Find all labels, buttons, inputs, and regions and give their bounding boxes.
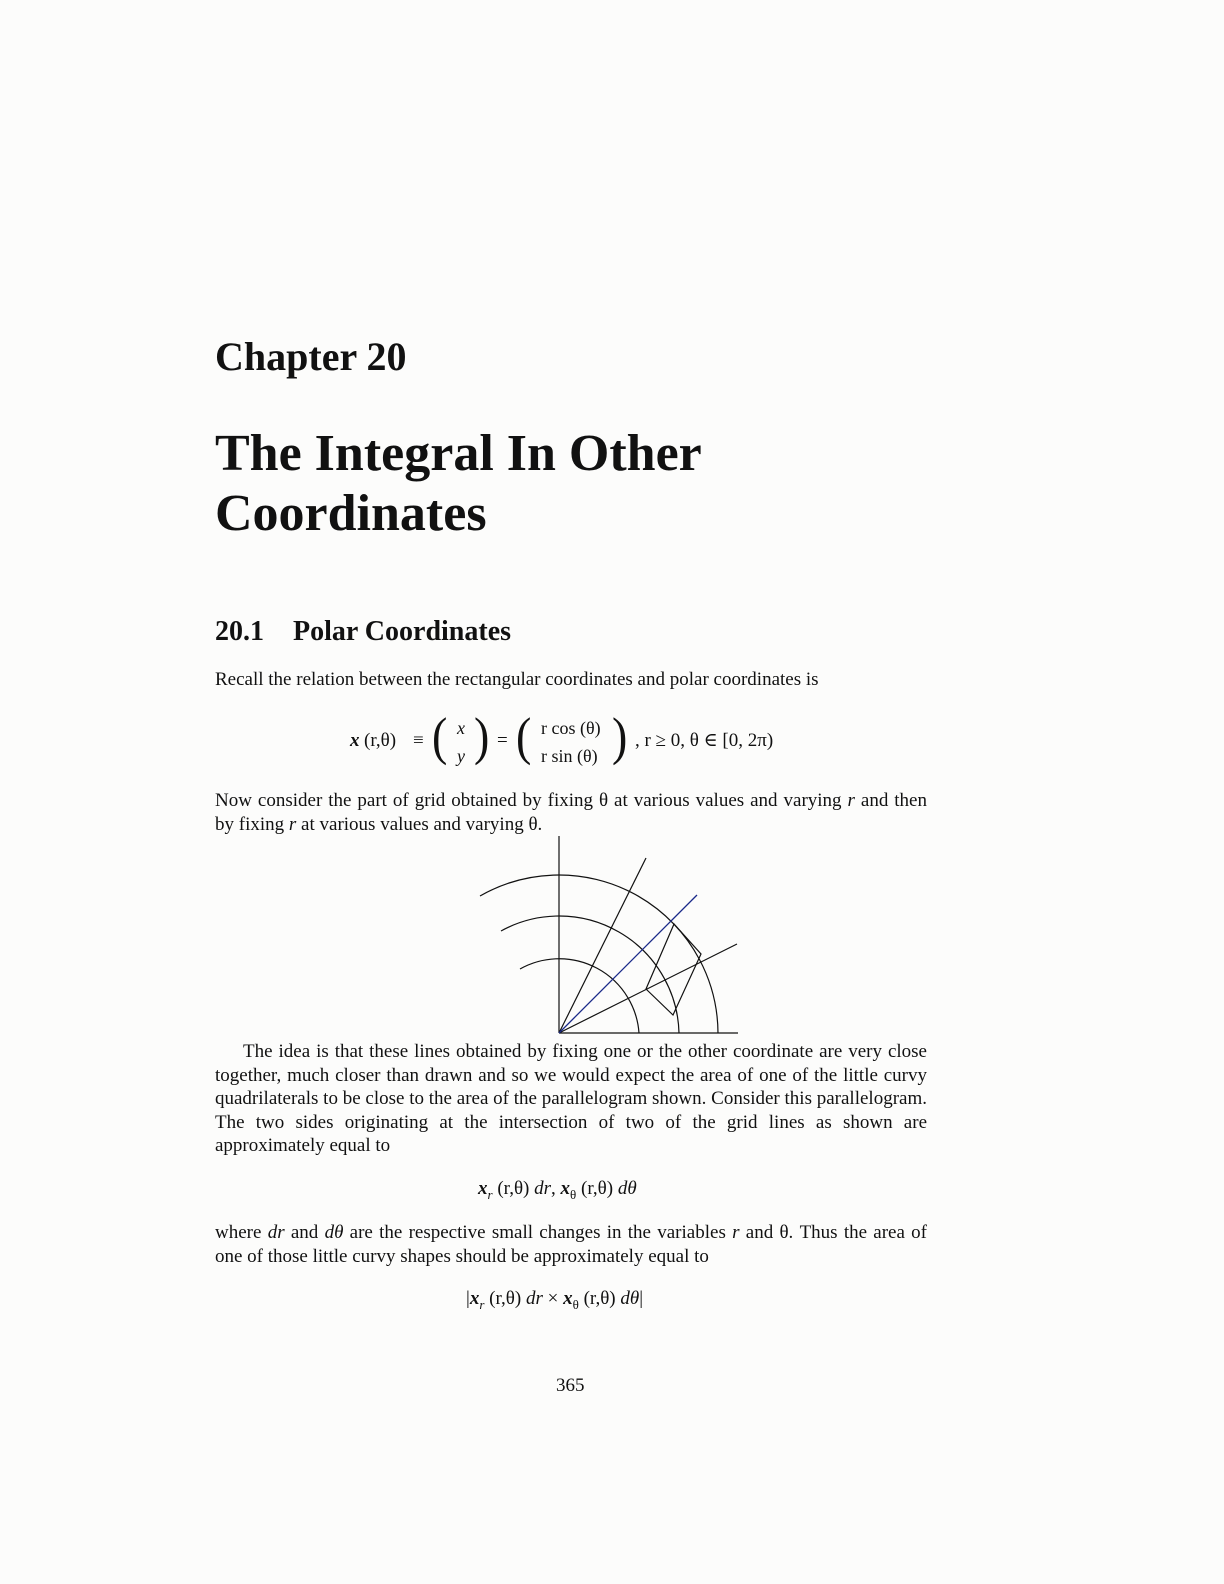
eq-equals: = bbox=[497, 730, 508, 751]
p2-r-1: r bbox=[847, 790, 855, 811]
left-paren-1: ( bbox=[432, 707, 448, 766]
area-args-1: (r,θ) bbox=[489, 1288, 522, 1309]
sides-dtheta: dθ bbox=[617, 1178, 637, 1199]
p4-part-a: where bbox=[215, 1222, 268, 1243]
p2-part-b: and then by fixing bbox=[215, 790, 927, 835]
paragraph-idea: The idea is that these lines obtained by fixing one or the other coordinate are very close together, much closer than drawn and so we would expect the area of one of the little curvy quadrilaterals to be close to the area of the parallelogram shown. Consider this parallelogram. The two sides originating at the intersection of two of the grid lines as shown are approximately equal to bbox=[215, 1041, 927, 1156]
equation-sides: $x_r$ (r,θ) dr, $x_\theta$ (r,θ) dθ bbox=[478, 1178, 637, 1202]
area-dr: dr bbox=[525, 1288, 543, 1309]
sides-xtheta: x bbox=[560, 1178, 571, 1199]
paragraph-intro: Recall the relation between the rectangular coordinates and polar coordinates is bbox=[215, 669, 819, 690]
p4-dr: dr bbox=[267, 1222, 285, 1243]
eq-args: (r,θ) bbox=[364, 730, 397, 751]
p4-part-d: and θ. Thus the area of one of those little curvy shapes should be approximately equal to bbox=[215, 1222, 928, 1267]
area-bar-left: | bbox=[466, 1288, 470, 1309]
right-paren-2: ) bbox=[612, 707, 628, 766]
sides-dr: dr bbox=[534, 1178, 552, 1199]
area-dtheta: dθ bbox=[620, 1288, 640, 1309]
page-number: 365 bbox=[556, 1375, 585, 1396]
vec-x: x bbox=[457, 718, 465, 738]
area-xtheta: x bbox=[563, 1288, 573, 1309]
equation-area bbox=[466, 1287, 643, 1317]
p4-dtheta: dθ bbox=[324, 1222, 344, 1243]
eq-conditions: , r ≥ 0, θ ∈ [0, 2π) bbox=[635, 730, 774, 751]
sides-sub-theta: θ bbox=[570, 1186, 577, 1202]
area-args-2: (r,θ) bbox=[583, 1288, 616, 1309]
chapter-label: Chapter 20 bbox=[215, 334, 407, 379]
sides-sub-r: r bbox=[487, 1186, 493, 1202]
section-title: Polar Coordinates bbox=[293, 616, 512, 647]
vec-y: y bbox=[457, 746, 465, 766]
p4-part-c: are the respective small changes in the variables bbox=[343, 1222, 733, 1243]
left-paren-2: ( bbox=[516, 707, 532, 766]
right-paren-1: ) bbox=[474, 707, 490, 766]
p4-r: r bbox=[732, 1222, 740, 1243]
ray-shallow bbox=[559, 944, 737, 1033]
area-bar-right: | bbox=[639, 1288, 644, 1309]
p2-part-c: at various values and varying θ. bbox=[296, 813, 543, 835]
eq-equiv: ≡ bbox=[413, 730, 424, 751]
arc-r3 bbox=[480, 875, 718, 1033]
equation-polar-relation bbox=[350, 707, 800, 770]
chapter-title bbox=[215, 424, 1015, 544]
chapter-title-line-2: Coordinates bbox=[215, 485, 487, 542]
vec-rcos: r cos (θ) bbox=[541, 718, 601, 738]
area-times: × bbox=[547, 1288, 559, 1309]
paragraph-grid bbox=[215, 789, 927, 836]
sides-args-1: (r,θ) bbox=[497, 1178, 530, 1199]
polar-grid-figure bbox=[470, 832, 750, 1042]
p2-part-a: Now consider the part of grid obtained by fixing θ at various values and varying bbox=[215, 790, 848, 811]
section-number: 20.1 bbox=[215, 616, 264, 647]
eq-x-bold: x bbox=[350, 730, 360, 751]
area-xr: x bbox=[469, 1288, 480, 1309]
sides-args-2: (r,θ) bbox=[581, 1178, 614, 1199]
section-heading bbox=[215, 615, 511, 649]
area-sub-r: r bbox=[479, 1296, 485, 1312]
sides-xr: x bbox=[478, 1178, 488, 1199]
paragraph-where bbox=[215, 1221, 927, 1268]
chapter-title-line-1: The Integral In Other bbox=[215, 425, 702, 482]
p4-part-b: and bbox=[284, 1222, 325, 1243]
p2-r-2: r bbox=[288, 813, 297, 835]
arc-r1 bbox=[520, 959, 639, 1033]
area-sub-theta: θ bbox=[572, 1296, 579, 1312]
vec-rsin: r sin (θ) bbox=[541, 746, 598, 766]
